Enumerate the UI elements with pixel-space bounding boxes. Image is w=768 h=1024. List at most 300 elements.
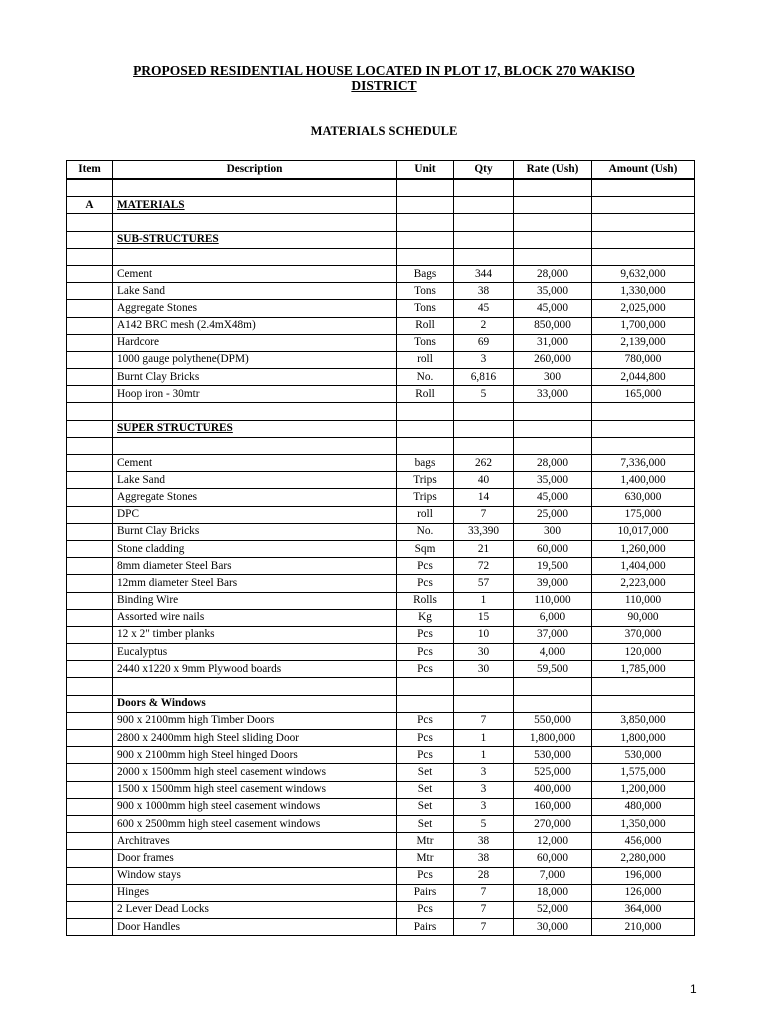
cell-item [67, 540, 113, 557]
table-row [67, 901, 695, 918]
cell-unit: roll [397, 351, 454, 368]
cell-rate: 52,000 [514, 901, 592, 918]
cell-unit: Pcs [397, 747, 454, 764]
cell-amount: 456,000 [592, 833, 695, 850]
table-row [67, 523, 695, 540]
cell-description: Hoop iron - 30mtr [113, 386, 397, 403]
table-row [67, 558, 695, 575]
cell-qty: 38 [454, 850, 514, 867]
cell-unit [397, 403, 454, 420]
cell-rate [514, 231, 592, 248]
table-row [67, 695, 695, 712]
cell-item [67, 695, 113, 712]
table-row [67, 420, 695, 437]
cell-item [67, 300, 113, 317]
cell-rate [514, 678, 592, 695]
cell-unit [397, 420, 454, 437]
cell-amount: 1,350,000 [592, 815, 695, 832]
table-row [67, 283, 695, 300]
cell-amount: 1,800,000 [592, 730, 695, 747]
cell-description: DPC [113, 506, 397, 523]
table-row [67, 798, 695, 815]
cell-rate: 400,000 [514, 781, 592, 798]
cell-amount: 1,700,000 [592, 317, 695, 334]
cell-description: 900 x 2100mm high Steel hinged Doors [113, 747, 397, 764]
table-row [67, 265, 695, 282]
cell-amount: 630,000 [592, 489, 695, 506]
table-row [67, 506, 695, 523]
cell-description: 12 x 2" timber planks [113, 626, 397, 643]
cell-qty: 7 [454, 712, 514, 729]
cell-unit: Set [397, 798, 454, 815]
cell-rate: 7,000 [514, 867, 592, 884]
cell-rate: 525,000 [514, 764, 592, 781]
cell-qty: 344 [454, 265, 514, 282]
cell-qty: 10 [454, 626, 514, 643]
table-row [67, 231, 695, 248]
cell-description: A142 BRC mesh (2.4mX48m) [113, 317, 397, 334]
table-row [67, 764, 695, 781]
cell-qty: 7 [454, 884, 514, 901]
cell-qty: 38 [454, 833, 514, 850]
section-heading: SUPER STRUCTURES [117, 422, 233, 435]
column-header-item: Item [67, 161, 113, 180]
table-row [67, 919, 695, 936]
cell-description [113, 437, 397, 454]
cell-description: 8mm diameter Steel Bars [113, 558, 397, 575]
cell-description: Aggregate Stones [113, 489, 397, 506]
cell-qty: 38 [454, 283, 514, 300]
cell-item [67, 214, 113, 231]
table-row [67, 730, 695, 747]
cell-amount: 175,000 [592, 506, 695, 523]
document-title-line-1: PROPOSED RESIDENTIAL HOUSE LOCATED IN PLOT 17, BLOCK 270 WAKISO [133, 63, 635, 78]
table-body [67, 179, 695, 936]
cell-description: Doors & Windows [113, 695, 397, 712]
cell-unit: Pairs [397, 919, 454, 936]
cell-unit: Set [397, 815, 454, 832]
cell-unit [397, 179, 454, 197]
cell-amount [592, 420, 695, 437]
cell-description: Cement [113, 455, 397, 472]
cell-item [67, 609, 113, 626]
cell-item [67, 644, 113, 661]
cell-unit [397, 695, 454, 712]
cell-unit: Roll [397, 317, 454, 334]
cell-unit [397, 231, 454, 248]
cell-description: Binding Wire [113, 592, 397, 609]
cell-unit: Bags [397, 265, 454, 282]
cell-amount [592, 179, 695, 197]
cell-description: Architraves [113, 833, 397, 850]
table-row [67, 472, 695, 489]
table-row [67, 386, 695, 403]
cell-description: 2 Lever Dead Locks [113, 901, 397, 918]
table-row [67, 850, 695, 867]
cell-rate: 45,000 [514, 489, 592, 506]
cell-description: Stone cladding [113, 540, 397, 557]
cell-amount: 126,000 [592, 884, 695, 901]
table-row [67, 867, 695, 884]
cell-description: Hardcore [113, 334, 397, 351]
cell-amount [592, 231, 695, 248]
cell-item [67, 730, 113, 747]
cell-rate: 270,000 [514, 815, 592, 832]
table-row [67, 609, 695, 626]
cell-description [113, 678, 397, 695]
cell-item [67, 815, 113, 832]
cell-qty: 33,390 [454, 523, 514, 540]
cell-rate: 31,000 [514, 334, 592, 351]
table-row [67, 334, 695, 351]
cell-unit: Pcs [397, 901, 454, 918]
cell-rate [514, 695, 592, 712]
table-row [67, 197, 695, 214]
cell-amount: 1,200,000 [592, 781, 695, 798]
table-header-row [67, 161, 695, 180]
cell-description: 1500 x 1500mm high steel casement windows [113, 781, 397, 798]
cell-unit: Kg [397, 609, 454, 626]
cell-unit: Set [397, 781, 454, 798]
table-row [67, 540, 695, 557]
document-title-line-2: DISTRICT [351, 78, 417, 93]
cell-description: Lake Sand [113, 472, 397, 489]
cell-unit: Pcs [397, 712, 454, 729]
cell-description: 12mm diameter Steel Bars [113, 575, 397, 592]
cell-unit: Trips [397, 472, 454, 489]
table-row [67, 712, 695, 729]
cell-unit: Pcs [397, 626, 454, 643]
cell-amount: 2,280,000 [592, 850, 695, 867]
cell-qty [454, 179, 514, 197]
cell-item [67, 747, 113, 764]
cell-rate: 37,000 [514, 626, 592, 643]
cell-item [67, 626, 113, 643]
cell-description [113, 420, 397, 437]
cell-rate: 25,000 [514, 506, 592, 523]
cell-item [67, 523, 113, 540]
cell-qty: 30 [454, 644, 514, 661]
cell-item [67, 317, 113, 334]
cell-unit: Tons [397, 334, 454, 351]
cell-qty [454, 403, 514, 420]
cell-qty: 5 [454, 386, 514, 403]
cell-item [67, 506, 113, 523]
cell-unit: No. [397, 523, 454, 540]
cell-unit: Pcs [397, 661, 454, 678]
cell-item [67, 489, 113, 506]
table-row [67, 833, 695, 850]
cell-description [113, 231, 397, 248]
cell-item [67, 850, 113, 867]
cell-amount: 10,017,000 [592, 523, 695, 540]
cell-rate [514, 179, 592, 197]
cell-unit: Tons [397, 283, 454, 300]
cell-item [67, 334, 113, 351]
cell-qty: 57 [454, 575, 514, 592]
cell-qty: 5 [454, 815, 514, 832]
cell-description: Burnt Clay Bricks [113, 523, 397, 540]
cell-rate [514, 214, 592, 231]
cell-item [67, 283, 113, 300]
table-row [67, 575, 695, 592]
cell-amount: 1,330,000 [592, 283, 695, 300]
cell-amount: 110,000 [592, 592, 695, 609]
cell-amount: 9,632,000 [592, 265, 695, 282]
cell-qty: 2 [454, 317, 514, 334]
cell-rate: 4,000 [514, 644, 592, 661]
column-header-qty: Qty [454, 161, 514, 180]
cell-qty: 40 [454, 472, 514, 489]
cell-item [67, 798, 113, 815]
table-row [67, 369, 695, 386]
cell-amount: 1,400,000 [592, 472, 695, 489]
cell-description: 900 x 1000mm high steel casement windows [113, 798, 397, 815]
cell-qty: 7 [454, 901, 514, 918]
cell-item [67, 901, 113, 918]
cell-rate: 60,000 [514, 850, 592, 867]
cell-qty: 3 [454, 798, 514, 815]
cell-unit [397, 437, 454, 454]
cell-unit: Tons [397, 300, 454, 317]
cell-description [113, 248, 397, 265]
cell-rate: 35,000 [514, 472, 592, 489]
cell-amount [592, 695, 695, 712]
cell-amount: 196,000 [592, 867, 695, 884]
cell-rate: 28,000 [514, 455, 592, 472]
cell-rate: 530,000 [514, 747, 592, 764]
cell-item [67, 764, 113, 781]
table-row [67, 214, 695, 231]
cell-amount [592, 214, 695, 231]
cell-qty: 3 [454, 351, 514, 368]
cell-amount: 165,000 [592, 386, 695, 403]
cell-rate: 35,000 [514, 283, 592, 300]
cell-rate: 45,000 [514, 300, 592, 317]
cell-unit [397, 197, 454, 214]
cell-amount [592, 437, 695, 454]
cell-unit: Mtr [397, 850, 454, 867]
cell-amount: 7,336,000 [592, 455, 695, 472]
cell-qty: 30 [454, 661, 514, 678]
cell-description: Cement [113, 265, 397, 282]
table-row [67, 300, 695, 317]
table-row [67, 678, 695, 695]
table-row [67, 317, 695, 334]
cell-item [67, 884, 113, 901]
cell-rate: 550,000 [514, 712, 592, 729]
cell-description: Window stays [113, 867, 397, 884]
cell-unit: Sqm [397, 540, 454, 557]
column-header-rate: Rate (Ush) [514, 161, 592, 180]
cell-unit: roll [397, 506, 454, 523]
cell-unit: No. [397, 369, 454, 386]
table-row [67, 781, 695, 798]
cell-amount: 364,000 [592, 901, 695, 918]
cell-qty: 262 [454, 455, 514, 472]
cell-item [67, 661, 113, 678]
cell-amount: 370,000 [592, 626, 695, 643]
cell-item [67, 231, 113, 248]
cell-description: 2800 x 2400mm high Steel sliding Door [113, 730, 397, 747]
table-row [67, 489, 695, 506]
cell-item [67, 867, 113, 884]
column-header-amount: Amount (Ush) [592, 161, 695, 180]
cell-qty [454, 678, 514, 695]
cell-amount: 2,223,000 [592, 575, 695, 592]
cell-unit [397, 214, 454, 231]
cell-rate [514, 420, 592, 437]
cell-amount: 2,044,800 [592, 369, 695, 386]
cell-amount: 210,000 [592, 919, 695, 936]
column-header-unit: Unit [397, 161, 454, 180]
cell-rate: 850,000 [514, 317, 592, 334]
cell-item [67, 833, 113, 850]
cell-item: A [67, 197, 113, 214]
cell-amount [592, 248, 695, 265]
cell-rate: 28,000 [514, 265, 592, 282]
table-row [67, 815, 695, 832]
cell-unit: Roll [397, 386, 454, 403]
cell-rate: 160,000 [514, 798, 592, 815]
cell-description: Assorted wire nails [113, 609, 397, 626]
cell-rate: 6,000 [514, 609, 592, 626]
cell-rate: 18,000 [514, 884, 592, 901]
cell-description [113, 197, 397, 214]
cell-amount: 1,575,000 [592, 764, 695, 781]
table-row [67, 626, 695, 643]
table-row [67, 884, 695, 901]
cell-rate: 260,000 [514, 351, 592, 368]
cell-unit: Pcs [397, 558, 454, 575]
cell-qty: 69 [454, 334, 514, 351]
cell-description: 1000 gauge polythene(DPM) [113, 351, 397, 368]
table-row [67, 248, 695, 265]
cell-rate: 1,800,000 [514, 730, 592, 747]
table-row [67, 592, 695, 609]
cell-unit: Rolls [397, 592, 454, 609]
cell-item [67, 369, 113, 386]
cell-qty: 3 [454, 781, 514, 798]
cell-item [67, 712, 113, 729]
table-row [67, 403, 695, 420]
cell-amount: 530,000 [592, 747, 695, 764]
cell-description: Burnt Clay Bricks [113, 369, 397, 386]
cell-description: Eucalyptus [113, 644, 397, 661]
cell-qty: 15 [454, 609, 514, 626]
cell-description: Hinges [113, 884, 397, 901]
section-heading: SUB-STRUCTURES [117, 233, 219, 246]
cell-rate: 300 [514, 369, 592, 386]
cell-unit: Pcs [397, 867, 454, 884]
cell-qty: 72 [454, 558, 514, 575]
cell-qty [454, 437, 514, 454]
cell-unit: Pcs [397, 575, 454, 592]
cell-description [113, 403, 397, 420]
cell-unit [397, 248, 454, 265]
cell-amount: 1,260,000 [592, 540, 695, 557]
cell-description: 900 x 2100mm high Timber Doors [113, 712, 397, 729]
cell-item [67, 781, 113, 798]
table-row [67, 747, 695, 764]
cell-description: 2440 x1220 x 9mm Plywood boards [113, 661, 397, 678]
cell-item [67, 472, 113, 489]
cell-unit: Set [397, 764, 454, 781]
cell-unit: Mtr [397, 833, 454, 850]
cell-unit: Pcs [397, 730, 454, 747]
table-row [67, 437, 695, 454]
page-number: 1 [690, 982, 697, 996]
cell-amount: 2,025,000 [592, 300, 695, 317]
cell-rate: 59,500 [514, 661, 592, 678]
cell-item [67, 248, 113, 265]
cell-rate: 300 [514, 523, 592, 540]
table-row [67, 455, 695, 472]
cell-item [67, 575, 113, 592]
cell-qty: 45 [454, 300, 514, 317]
cell-item [67, 179, 113, 197]
cell-amount: 2,139,000 [592, 334, 695, 351]
table-row [67, 661, 695, 678]
cell-qty: 1 [454, 747, 514, 764]
cell-amount [592, 197, 695, 214]
table-row [67, 179, 695, 197]
cell-item [67, 455, 113, 472]
cell-item [67, 265, 113, 282]
cell-description: 600 x 2500mm high steel casement windows [113, 815, 397, 832]
cell-unit: Pairs [397, 884, 454, 901]
cell-unit: Trips [397, 489, 454, 506]
cell-description: Lake Sand [113, 283, 397, 300]
cell-amount [592, 403, 695, 420]
cell-amount: 120,000 [592, 644, 695, 661]
cell-rate [514, 197, 592, 214]
cell-qty [454, 231, 514, 248]
cell-qty: 14 [454, 489, 514, 506]
section-heading: MATERIALS [117, 198, 185, 211]
cell-description [113, 214, 397, 231]
cell-item [67, 592, 113, 609]
cell-description: Aggregate Stones [113, 300, 397, 317]
cell-item [67, 386, 113, 403]
document-title [0, 63, 768, 93]
cell-rate [514, 403, 592, 420]
cell-qty: 7 [454, 919, 514, 936]
cell-description: 2000 x 1500mm high steel casement windows [113, 764, 397, 781]
cell-item [67, 403, 113, 420]
cell-rate: 33,000 [514, 386, 592, 403]
cell-qty: 28 [454, 867, 514, 884]
cell-rate: 30,000 [514, 919, 592, 936]
cell-qty: 6,816 [454, 369, 514, 386]
cell-description: Door Handles [113, 919, 397, 936]
cell-item [67, 919, 113, 936]
cell-qty: 3 [454, 764, 514, 781]
cell-unit: bags [397, 455, 454, 472]
cell-amount: 780,000 [592, 351, 695, 368]
cell-qty [454, 248, 514, 265]
cell-rate [514, 437, 592, 454]
cell-rate: 19,500 [514, 558, 592, 575]
cell-amount [592, 678, 695, 695]
column-header-description: Description [113, 161, 397, 180]
cell-item [67, 558, 113, 575]
cell-amount: 1,785,000 [592, 661, 695, 678]
cell-qty: 21 [454, 540, 514, 557]
cell-rate [514, 248, 592, 265]
cell-qty: 1 [454, 730, 514, 747]
cell-qty: 1 [454, 592, 514, 609]
